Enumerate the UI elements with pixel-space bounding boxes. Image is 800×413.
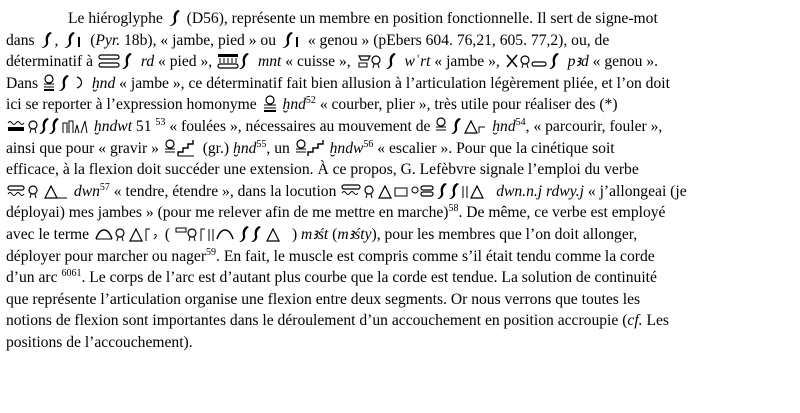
placenta-disc-icon [435,117,487,135]
text-segment: (gr.) [202,139,230,157]
text-line-14 [6,289,794,311]
placenta-disc-icon [262,95,278,113]
footnote-ref[interactable]: 52 [305,95,316,107]
d56-leg-hieroglyph-icon [63,31,85,49]
text-segment: avec le terme [6,225,90,243]
text-segment: Le hiéroglyphe [68,10,163,27]
text-segment: déployer pour marcher ou nager [6,247,207,265]
stairway-sign-icon [295,139,325,157]
text-segment: « courber, plier », très utile pour réaliser des (*) [315,96,618,114]
transliteration: mꜣśt [301,225,329,243]
text-segment: déterminatif à [6,53,94,71]
text-line-9 [6,181,794,203]
transliteration: pꜣd [567,53,589,71]
text-line-4 [6,73,794,95]
text-segment: , « parcourir, fouler », [525,117,663,135]
text-line-6 [6,116,794,138]
text-segment: efficace, à la flexion doit succéder une extension. À ce propos, G. Lefèbvre signale l’emploi du verbe [6,161,639,179]
text-segment: « genou » (pEbers 604. 76,21, 605. 77,2), ou, de [307,31,610,49]
quail-chick-icon [356,52,400,70]
text-segment: ( [90,31,96,49]
text-line-10 [6,202,794,224]
text-segment: positions de l’accouchement). [6,333,193,351]
d56-leg-hieroglyph-icon [40,31,54,49]
text-segment: ), pour les membres que l’on doit allonger, [371,225,638,243]
text-segment: Les [642,312,669,330]
text-segment: « j’allongeai (je [584,182,687,200]
transliteration: ḫnd [91,74,116,92]
text-segment: 18b), « jambe, pied » ou [120,31,277,49]
text-segment: d’un arc [6,269,58,287]
stairway-sign-icon [217,52,253,70]
transliteration: dwn.n.j rdwy.j [496,182,584,200]
transliteration: ḫndwt [93,117,133,135]
text-line-5 [6,94,794,116]
text-segment: . De même, ce verbe est employé [458,204,666,222]
text-segment: Dans [6,74,39,92]
placenta-disc-icon [98,52,136,70]
text-segment: « escalier ». Pour que la cinétique soit [373,139,615,157]
text-segment: ainsi que pour « gravir » [6,139,159,157]
footnote-ref[interactable]: 57 [99,181,110,193]
text-segment: déployai) mes jambes » (pour me relever afin de me mettre en marche) [6,204,449,222]
text-line-13 [6,267,794,289]
text-segment: que représente l’articulation organise une flexion entre deux segments. Or nous verrons que toutes les [6,290,641,308]
text-line-16 [6,332,794,354]
transliteration: mnt [258,53,282,71]
transliteration: wʿrt [404,53,431,71]
text-segment: « jambe », [430,53,500,71]
transliteration: dwn [73,182,100,200]
text-segment: (D56), représente un membre en position fonctionnelle. Il sert de signe-mot [186,10,658,27]
text-line-8 [6,159,794,181]
text-segment: 51 [132,117,156,135]
text-segment: « pied », [154,53,213,71]
text-segment: « jambe », ce déterminatif fait bien allusion à l’articulation légèrement pliée, et l’on doit [115,74,670,92]
text-segment: , un [266,139,290,157]
transliteration: ḫndw [329,139,364,157]
transliteration: rd [140,53,155,71]
text-segment: « cuisse », [281,53,351,71]
text-segment: « genou ». [588,53,659,71]
d56-leg-hieroglyph-icon [168,9,182,27]
bow-sign-icon [175,225,287,243]
text-segment: ici se reporter à l’expression homonyme [6,96,257,114]
bow-sign-icon [94,225,160,243]
footnote-ref[interactable]: 58 [448,203,459,215]
text-line-11 [6,224,794,246]
footnote-ref[interactable]: 56 [363,138,374,150]
text-line-2 [6,30,794,52]
stairway-sign-icon [164,139,198,157]
text-line-1 [6,8,794,30]
text-segment: ( [164,225,171,243]
footnote-ref[interactable]: 59 [206,246,217,258]
footnote-ref[interactable]: 55 [256,138,267,150]
text-segment: ( [328,225,338,243]
quail-chick-icon [505,52,563,70]
placenta-disc-icon [43,74,87,92]
transliteration: ḫnd [282,96,306,114]
footnote-ref[interactable]: 6061 [61,268,82,280]
text-segment: , [54,31,59,49]
water-ripple-icon [7,182,69,200]
text-segment: . Le corps de l’arc est d’autant plus courbe que la corde est tendue. La solution de continuité [81,269,657,287]
text-line-3 [6,51,794,73]
text-segment: . En fait, le muscle est compris comme s’il était tendu comme la corde [216,247,655,265]
text-line-15 [6,310,794,332]
d56-leg-hieroglyph-icon [281,31,303,49]
transliteration: mꜣśty [337,225,372,243]
text-segment: ) [291,225,298,243]
water-ripple-icon [7,117,89,135]
footnote-ref[interactable]: 54 [515,116,526,128]
citation-abbrev: cf. [627,312,643,330]
text-line-7 [6,138,794,160]
text-segment: notions de flexion sont importantes dans le déroulement d’un accouchement en position accroupie ( [6,312,628,330]
source-ref: Pyr. [95,31,121,49]
text-line-12 [6,246,794,268]
text-segment: dans [6,31,35,49]
quail-chick-icon [341,182,491,200]
footnote-ref[interactable]: 53 [155,116,166,128]
transliteration: ḫnd [233,139,257,157]
transliteration: ḫnd [492,117,516,135]
text-segment: « tendre, étendre », dans la locution [109,182,337,200]
text-segment: « foulées », nécessaires au mouvement de [165,117,431,135]
